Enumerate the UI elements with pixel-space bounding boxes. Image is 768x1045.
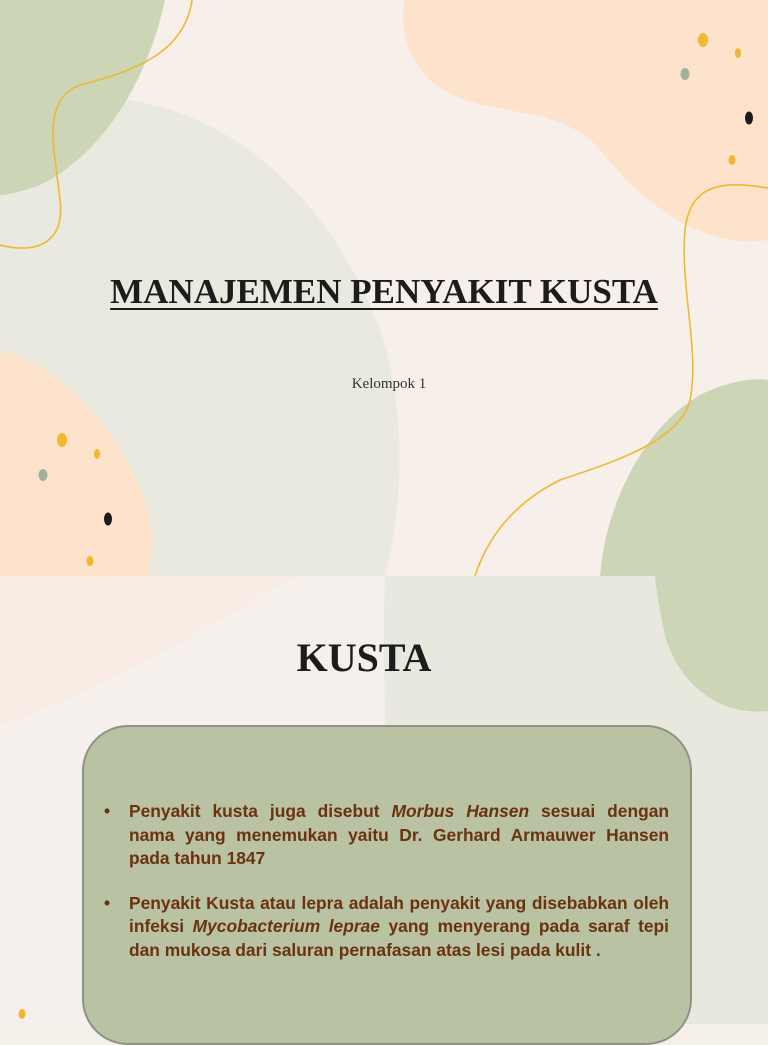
bullet-item [104,800,669,871]
confetti-dot [94,449,100,459]
bullet-dot-icon: • [104,892,111,913]
confetti-dot [104,513,112,526]
bullet-item [104,892,669,963]
presentation-title: MANAJEMEN PENYAKIT KUSTA [110,272,658,311]
confetti-dot [729,155,736,165]
bullet-text: Penyakit Kusta atau lepra adalah penyakit yang disebabkan oleh infeksi [129,892,669,936]
confetti-dot [698,33,708,47]
confetti-dot [735,48,741,58]
slide-title: KUSTA [296,635,432,680]
bullet-dot-icon: • [104,801,111,821]
bullet-text: sesuai dengan nama yang menemukan yaitu Dr. Gerhard Armauwer Hansen pada tahun 1847 [129,801,670,868]
confetti-dot [57,433,67,447]
bullet-italic-term: Mycobacterium leprae [192,916,380,936]
confetti-dot [19,1009,26,1019]
bullet-list [104,800,669,983]
confetti-dot [681,68,690,80]
green-blob-bottom-right [600,379,768,576]
peach-blob-top-right [403,0,768,241]
confetti-dot [87,556,94,566]
bullet-text: Penyakit kusta juga disebut [129,801,392,821]
bullet-text: yang menyerang pada saraf tepi dan mukosa dari saluran pernafasan atas lesi pada kulit . [129,916,669,960]
presentation-subtitle: Kelompok 1 [351,376,427,392]
bullet-italic-term: Morbus Hansen [391,801,530,821]
confetti-dot [745,112,753,125]
confetti-dot [39,469,48,481]
